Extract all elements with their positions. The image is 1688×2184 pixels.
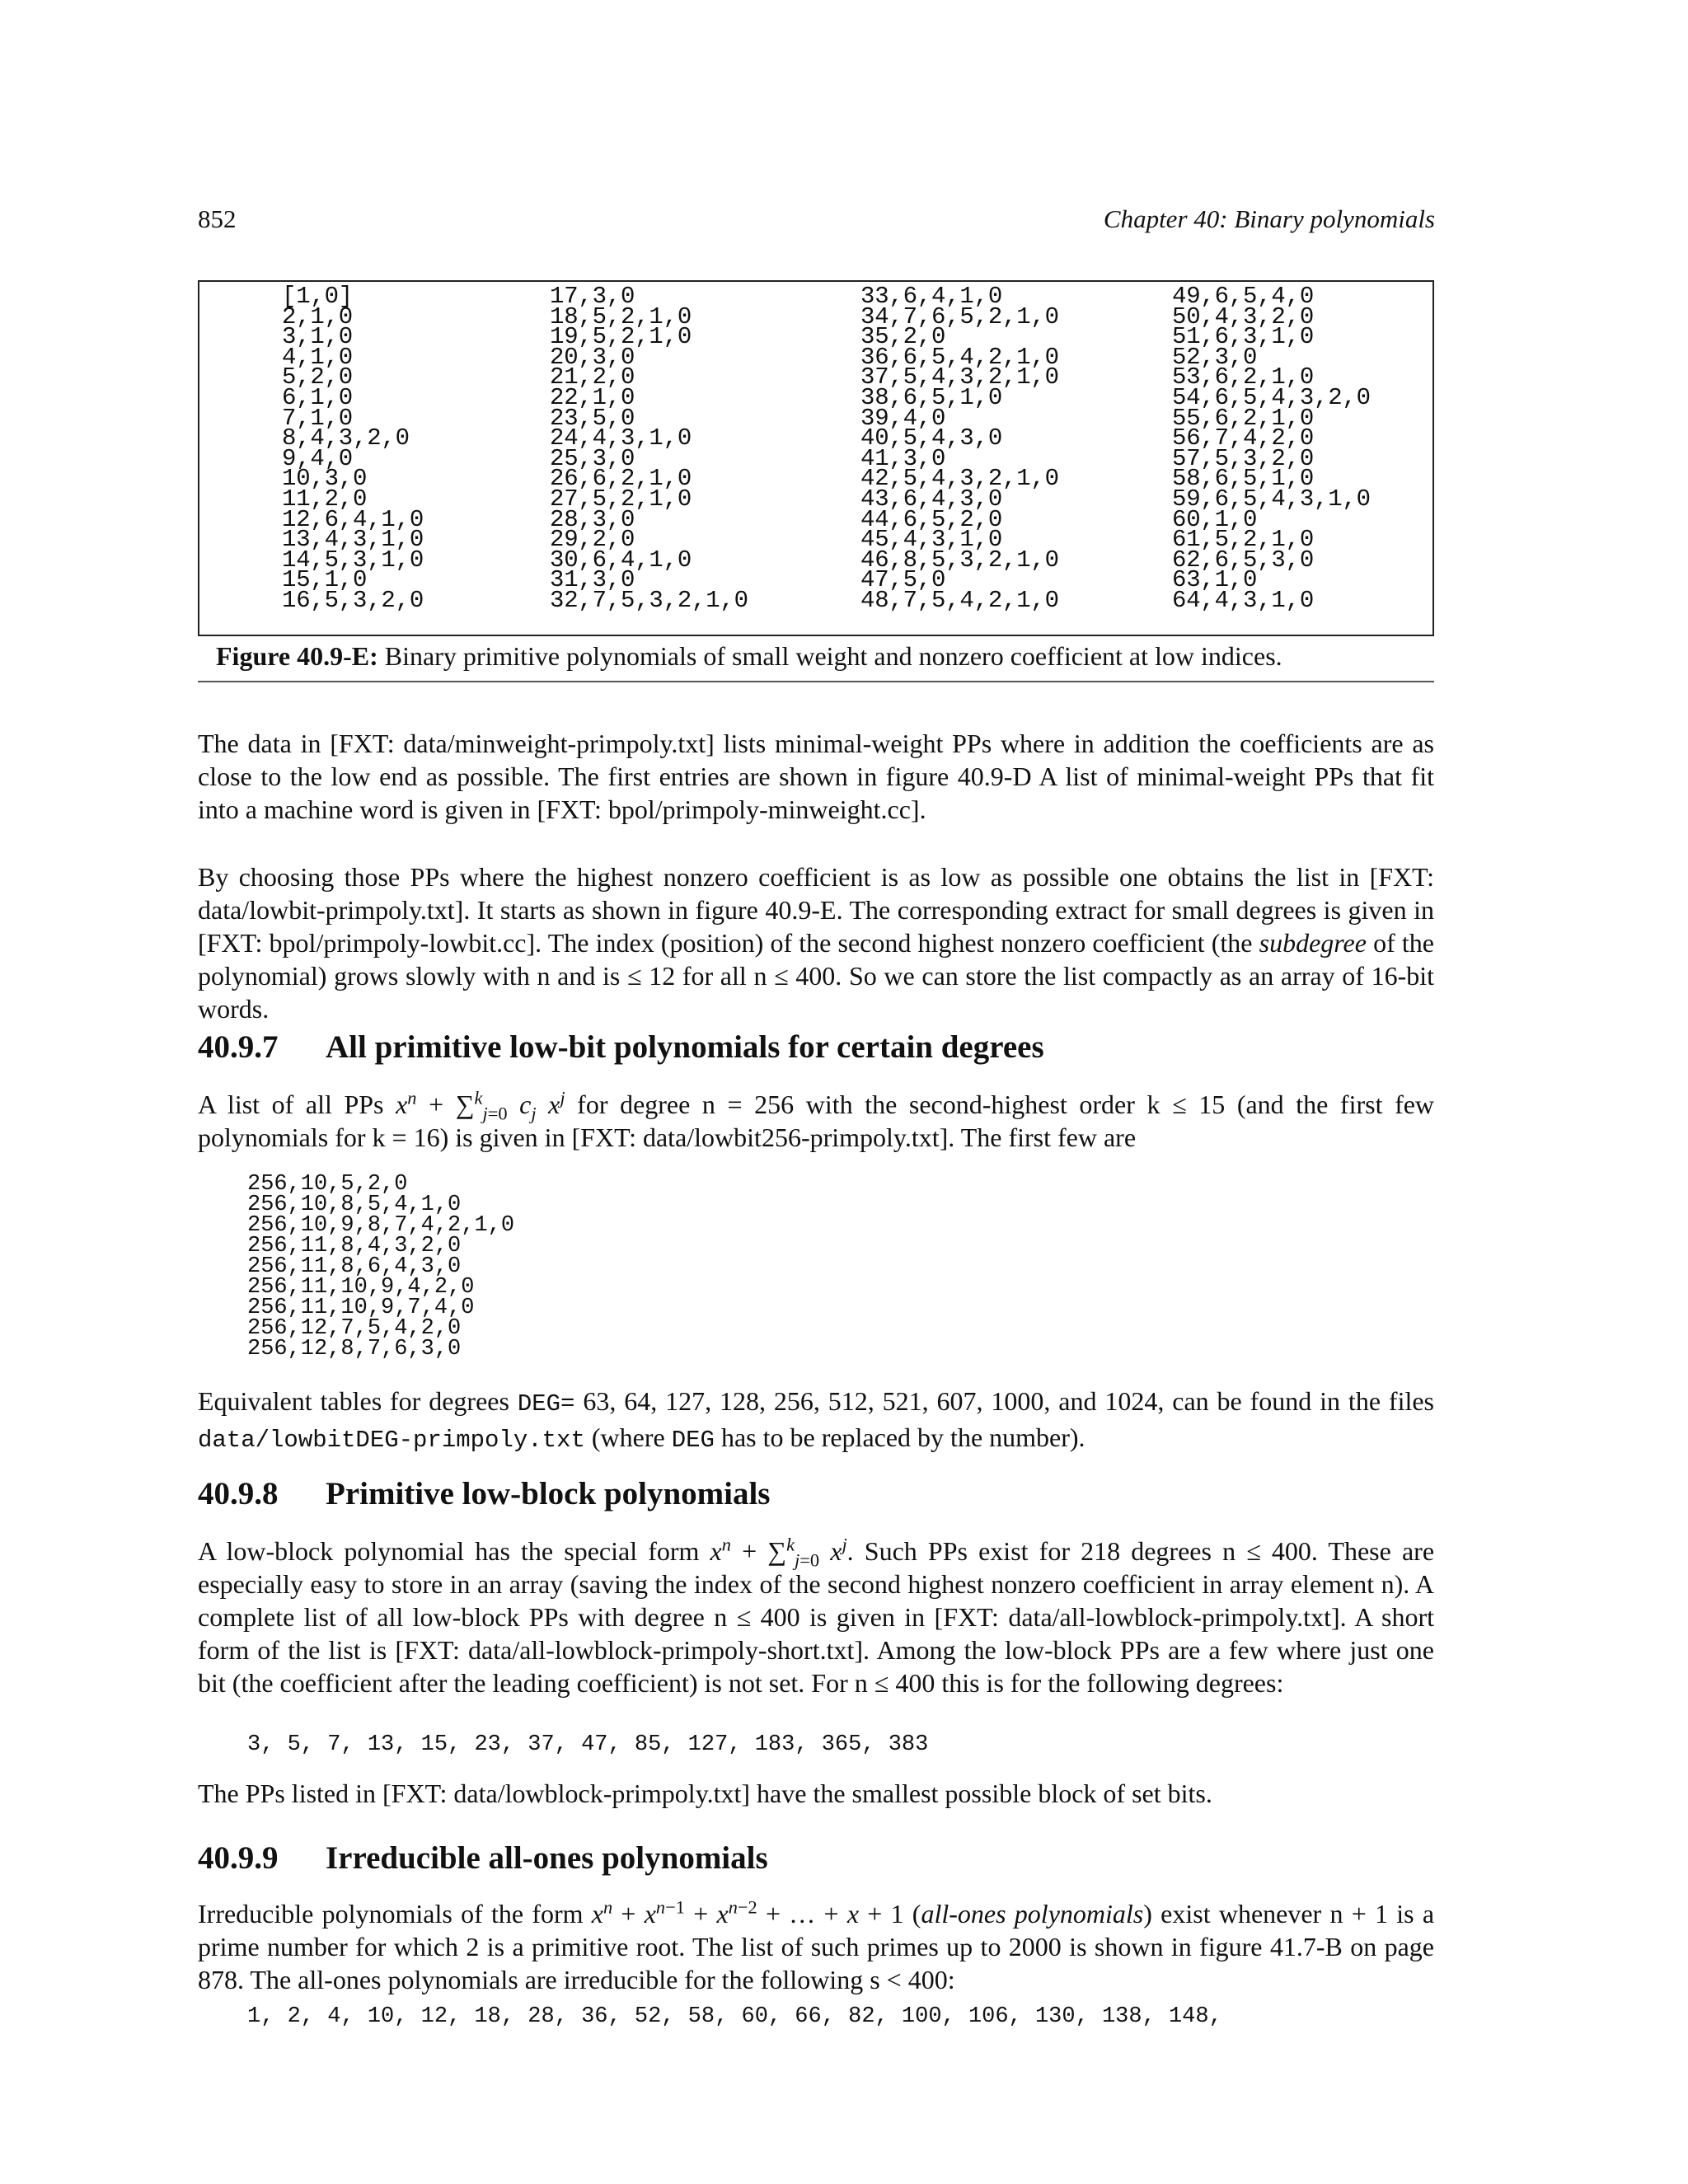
paragraph-lowblock (198, 1535, 1434, 1699)
polynomial-entry: 10,3,0 (282, 465, 368, 493)
paragraph-lowbit256 (198, 1088, 1434, 1154)
polynomial-entry: 41,3,0 (860, 444, 946, 472)
polynomial-entry: [1,0] (282, 283, 354, 310)
polynomial-entry: 23,5,0 (550, 404, 635, 432)
polynomial-entry: 17,3,0 (550, 283, 635, 310)
figure-caption-label: Figure 40.9-E: (216, 641, 378, 671)
section-number: 40.9.8 (198, 1476, 279, 1511)
polynomial-entry: 37,5,4,3,2,1,0 (860, 363, 1059, 391)
polynomial-entry: 19,5,2,1,0 (550, 323, 692, 351)
paragraph-text: (where (584, 1422, 672, 1452)
paragraph-lowbit (198, 860, 1434, 1025)
polynomial-entry: 57,5,3,2,0 (1172, 444, 1315, 472)
polynomial-entry: 50,4,3,2,0 (1172, 302, 1315, 330)
polynomial-entry: 53,6,2,1,0 (1172, 363, 1315, 391)
polynomial-entry: 16,5,3,2,0 (282, 586, 424, 614)
polynomial-entry: 59,6,5,4,3,1,0 (1172, 485, 1371, 513)
subdegree-term: subdegree (1259, 928, 1367, 958)
polynomial-entry: 24,4,3,1,0 (550, 424, 692, 452)
polynomial-entry: 46,8,5,3,2,1,0 (860, 546, 1059, 574)
polynomial-entry: 13,4,3,1,0 (282, 526, 424, 554)
section-number: 40.9.9 (198, 1840, 279, 1876)
lowbit256-list: 256,10,5,2,0 256,10,8,5,4,1,0 256,10,9,8,7,4,2,1,0 256,11,8,4,3,2,0 256,11,8,6,4,3,0 256,11,10,9,4,2,0 256,11,10,9,7,4,0 256,12,7,5,4,2,0 256,12,8,7,6,3,0 (247, 1172, 515, 1361)
polynomial-entry: 18,5,2,1,0 (550, 302, 692, 330)
figure-column-4 (1172, 283, 1371, 614)
polynomial-entry: 33,6,4,1,0 (860, 283, 1003, 310)
figure-caption (216, 641, 1282, 672)
polynomial-entry: 2,1,0 (282, 302, 354, 330)
section-heading-40-9-8 (198, 1475, 771, 1512)
figure-box (198, 280, 1434, 636)
section-heading-40-9-9 (198, 1840, 768, 1877)
polynomial-entry: 15,1,0 (282, 566, 368, 594)
polynomial-entry: 55,6,2,1,0 (1172, 404, 1315, 432)
polynomial-entry: 39,4,0 (860, 404, 946, 432)
all-ones-term: all-ones polynomials (921, 1899, 1144, 1929)
polynomial-entry: 12,6,4,1,0 (282, 505, 424, 533)
paragraph-text: Irreducible polynomials of the form (198, 1899, 592, 1929)
polynomial-entry: 38,6,5,1,0 (860, 383, 1003, 411)
polynomial-entry: 49,6,5,4,0 (1172, 283, 1315, 310)
page-number: 852 (198, 204, 237, 233)
polynomial-entry: 48,7,5,4,2,1,0 (860, 586, 1059, 614)
polynomial-entry: 60,1,0 (1172, 505, 1258, 533)
polynomial-entry: 31,3,0 (550, 566, 635, 594)
paragraph-text: ( (903, 1899, 921, 1929)
paragraph-text: . Such PPs exist for 218 degrees n ≤ 400. These are especially easy to store in an array (saving the index of the second highest nonzero coefficient in array element n). A complete list of all low-block PPs with degree n ≤ 400 is given in [FXT: data/all-lowblock-primpoly.txt]. A short form of the list is [FXT: data/all-lowblock-primpoly-short.txt]. Among the low-block PPs are a few where just one bit (the coefficient after the leading coefficient) is not set. For n ≤ 400 this is for the following degrees: (198, 1536, 1435, 1698)
polynomial-entry: 7,1,0 (282, 404, 354, 432)
paragraph-lowbit-text-a: By choosing those PPs where the highest nonzero coefficient is as low as possible one obtains the list in [FXT: data/lowbit-primpoly.txt]. It starts as shown in figure 40.9-E. The corresponding extract for small degrees is given in [FXT: bpol/primpoly-lowbit.cc]. The index (position) of the second highest nonzero coefficient (the (198, 862, 1434, 958)
polynomial-entry: 5,2,0 (282, 363, 354, 391)
polynomial-entry: 45,4,3,1,0 (860, 526, 1003, 554)
polynomial-entry: 64,4,3,1,0 (1172, 586, 1315, 614)
figure-column-3 (860, 283, 1059, 614)
paragraph-lowblock-smallest: The PPs listed in [FXT: data/lowblock-primpoly.txt] have the smallest possible block of set bits. (198, 1779, 1212, 1808)
polynomial-entry: 22,1,0 (550, 383, 635, 411)
section-title: All primitive low-bit polynomials for certain degrees (326, 1029, 1044, 1065)
figure-column-1 (282, 283, 424, 614)
paragraph-text: 63, 64, 127, 128, 256, 512, 521, 607, 1000, and 1024, can be found in the files (574, 1386, 1435, 1416)
all-ones-list: 1, 2, 4, 10, 12, 18, 28, 36, 52, 58, 60, 66, 82, 100, 106, 130, 138, 148, (247, 2004, 1222, 2029)
paragraph-text: A low-block polynomial has the special form (198, 1536, 710, 1566)
polynomial-entry: 3,1,0 (282, 323, 354, 351)
code-filename: data/lowbitDEG-primpoly.txt (198, 1427, 585, 1454)
section-number: 40.9.7 (198, 1029, 279, 1065)
polynomial-entry: 8,4,3,2,0 (282, 424, 410, 452)
paragraph-lowbit-text-b: of the polynomial) grows slowly with n and is ≤ 12 for all n ≤ 400. So we can store the list compactly as an array of 16-bit words. (198, 928, 1435, 1024)
polynomial-entry: 54,6,5,4,3,2,0 (1172, 383, 1371, 411)
polynomial-entry: 51,6,3,1,0 (1172, 323, 1315, 351)
paragraph-text: for degree n = 256 with the second-highest order k ≤ 15 (and the first few polynomials for k = 16) is given in [FXT: data/lowbit256-primpoly.txt]. The first few are (198, 1090, 1435, 1152)
polynomial-entry: 35,2,0 (860, 323, 946, 351)
polynomial-entry: 32,7,5,3,2,1,0 (550, 586, 748, 614)
polynomial-entry: 62,6,5,3,0 (1172, 546, 1315, 574)
polynomial-entry: 25,3,0 (550, 444, 635, 472)
polynomial-entry: 28,3,0 (550, 505, 635, 533)
formula-sum: $x^n + \sum^k_{j=0}$ $c_j$ $x^j$ (396, 1087, 565, 1124)
polynomial-entry: 58,6,5,1,0 (1172, 465, 1315, 493)
polynomial-entry: 44,6,5,2,0 (860, 505, 1003, 533)
paragraph-text: ) exist whenever n + 1 is a prime number for which 2 is a primitive root. The list of such primes up to 2000 is shown in figure 41.7-B on page 878. The all-ones polynomials are irreducible for the following s < 400: (198, 1899, 1435, 1994)
paragraph-text: has to be replaced by the number). (714, 1422, 1085, 1452)
paragraph-equivalent-tables (198, 1385, 1434, 1457)
code-deg: DEG= (517, 1390, 575, 1418)
chapter-title: Chapter 40: Binary polynomials (1103, 204, 1435, 233)
paragraph-all-ones (198, 1897, 1434, 1996)
polynomial-entry: 30,6,4,1,0 (550, 546, 692, 574)
polynomial-entry: 4,1,0 (282, 343, 354, 371)
figure-rule (198, 681, 1434, 682)
section-heading-40-9-7 (198, 1029, 1044, 1066)
polynomial-entry: 21,2,0 (550, 363, 635, 391)
polynomial-entry: 34,7,6,5,2,1,0 (860, 302, 1059, 330)
polynomial-entry: 11,2,0 (282, 485, 368, 513)
figure-column-2 (550, 283, 748, 614)
polynomial-entry: 26,6,2,1,0 (550, 465, 692, 493)
polynomial-entry: 36,6,5,4,2,1,0 (860, 343, 1059, 371)
code-deg: DEG (671, 1427, 715, 1454)
paragraph-text: Equivalent tables for degrees (198, 1386, 518, 1416)
polynomial-entry: 20,3,0 (550, 343, 635, 371)
polynomial-entry: 43,6,4,3,0 (860, 485, 1003, 513)
polynomial-entry: 27,5,2,1,0 (550, 485, 692, 513)
polynomial-entry: 6,1,0 (282, 383, 354, 411)
figure-caption-text: Binary primitive polynomials of small weight and nonzero coefficient at low indices. (384, 641, 1282, 671)
polynomial-entry: 61,5,2,1,0 (1172, 526, 1315, 554)
formula-lowblock: $x^n + \sum^k_{j=0}$ $x^j$ (710, 1534, 847, 1571)
formula-all-ones: $x^n + x^{n-1} + x^{n-2}$ + … + x + 1 (591, 1896, 904, 1929)
polynomial-entry: 40,5,4,3,0 (860, 424, 1003, 452)
lowblock-degrees-list: 3, 5, 7, 13, 15, 23, 37, 47, 85, 127, 183, 365, 383 (247, 1732, 929, 1757)
polynomial-entry: 47,5,0 (860, 566, 946, 594)
section-title: Irreducible all-ones polynomials (326, 1840, 768, 1876)
polynomial-entry: 42,5,4,3,2,1,0 (860, 465, 1059, 493)
polynomial-entry: 14,5,3,1,0 (282, 546, 424, 574)
section-title: Primitive low-block polynomials (326, 1476, 771, 1511)
paragraph-text: A list of all PPs (198, 1090, 396, 1119)
paragraph-minweight: The data in [FXT: data/minweight-primpoly.txt] lists minimal-weight PPs where in addition the coefficients are as close to the low end as possible. The first entries are shown in figure 40.9-D A list of minimal-weight PPs that fit into a machine word is given in [FXT: bpol/primpoly-minweight.cc]. (198, 729, 1434, 824)
polynomial-entry: 52,3,0 (1172, 343, 1258, 371)
polynomial-entry: 9,4,0 (282, 444, 354, 472)
polynomial-entry: 63,1,0 (1172, 566, 1258, 594)
polynomial-entry: 29,2,0 (550, 526, 635, 554)
polynomial-entry: 56,7,4,2,0 (1172, 424, 1315, 452)
